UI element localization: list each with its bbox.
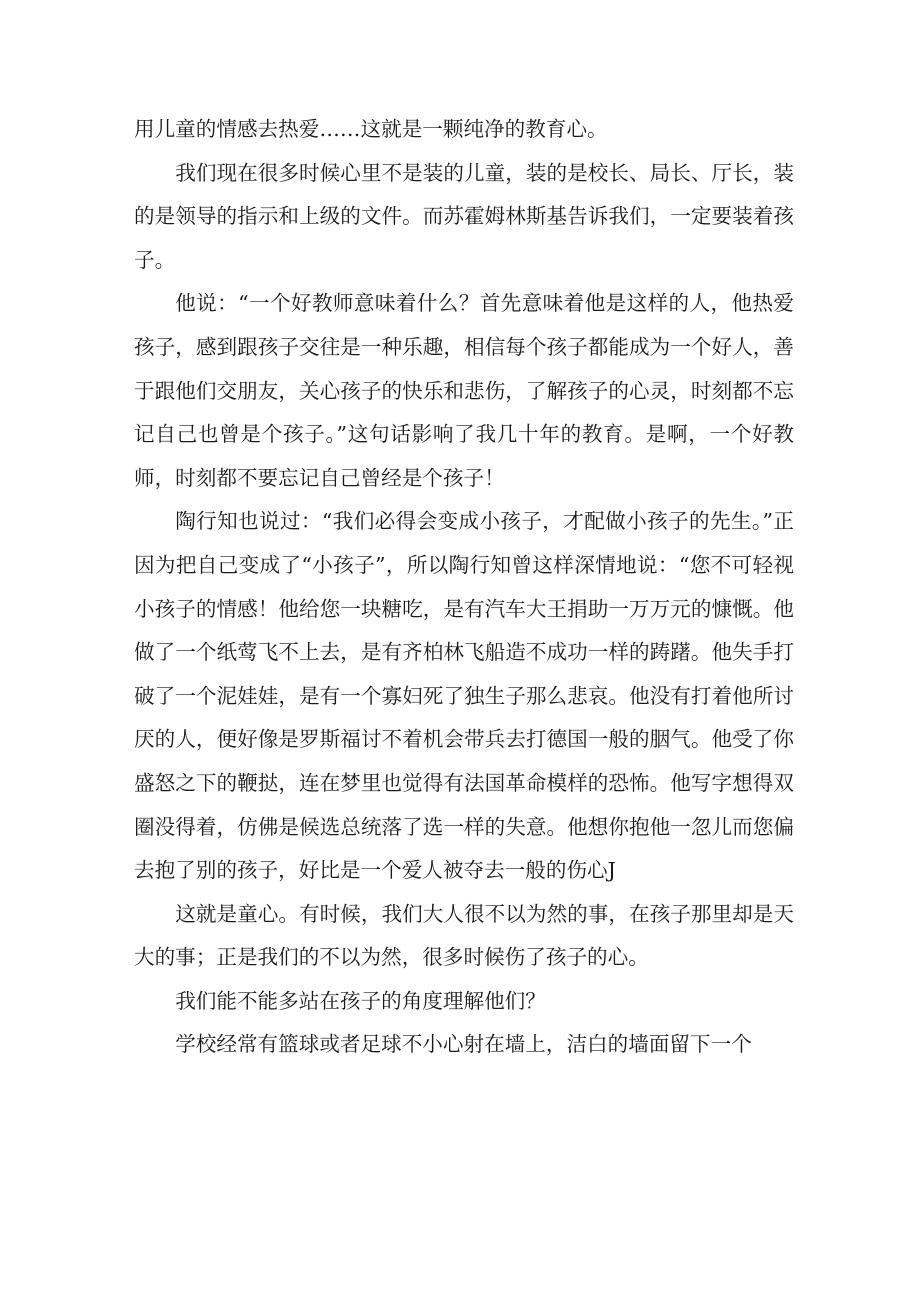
paragraph-6: 我们能不能多站在孩子的角度理解他们？ xyxy=(175,988,546,1013)
paragraph-4: 陶行知也说过：“我们必得会变成小孩子，才配做小孩子的先生。”正因为把自己变成了“小孩子”，所以陶行知曾这样深情地说：“您不可轻视小孩子的情感！他给您一块糖吃，是有汽车大王捐助一万万元的慷慨。他做了一个纸莺飞不上去，是有齐柏林飞船造不成功一样的踌躇。他失手打破了一个泥娃娃，是有一个寡妇死了独生子那么悲哀。他没有打着他所讨厌的人，便好像是罗斯福讨不着机会带兵去打德国一般的胭气。他受了你盛怒之下的鞭挞，连在梦里也觉得有法国革命模样的恐怖。他写字想得双圈没得着，仿佛是候选总统落了选一样的失意。他想你抱他一忽儿而您偏去抱了别的孩子，好比是一个爱人被夺去一般的伤心J xyxy=(134,509,794,883)
paragraph-3: 他说：“一个好教师意味着什么？首先意味着他是这样的人，他热爱孩子，感到跟孩子交往是一种乐趣，相信每个孩子都能成为一个好人，善于跟他们交朋友，关心孩子的快乐和悲伤，了解孩子的心灵，时刻都不忘记自己也曾是个孩子。”这句话影响了我几十年的教育。是啊，一个好教师，时刻都不要忘记自己曾经是个孩子！ xyxy=(134,291,794,490)
paragraph-5: 这就是童心。有时候，我们大人很不以为然的事，在孩子那里却是天大的事；正是我们的不以为然，很多时候伤了孩子的心。 xyxy=(134,901,794,970)
paragraph-2: 我们现在很多时候心里不是装的儿童，装的是校长、局长、厅长，装的是领导的指示和上级的文件。而苏霍姆林斯基告诉我们，一定要装着孩子。 xyxy=(134,160,794,272)
body-text xyxy=(134,108,794,1067)
paragraph-7: 学校经常有篮球或者足球不小心射在墙上，洁白的墙面留下一个 xyxy=(175,1032,752,1057)
paragraph-1: 用儿童的情感去热爱……这就是一颗纯净的教育心。 xyxy=(134,117,608,141)
